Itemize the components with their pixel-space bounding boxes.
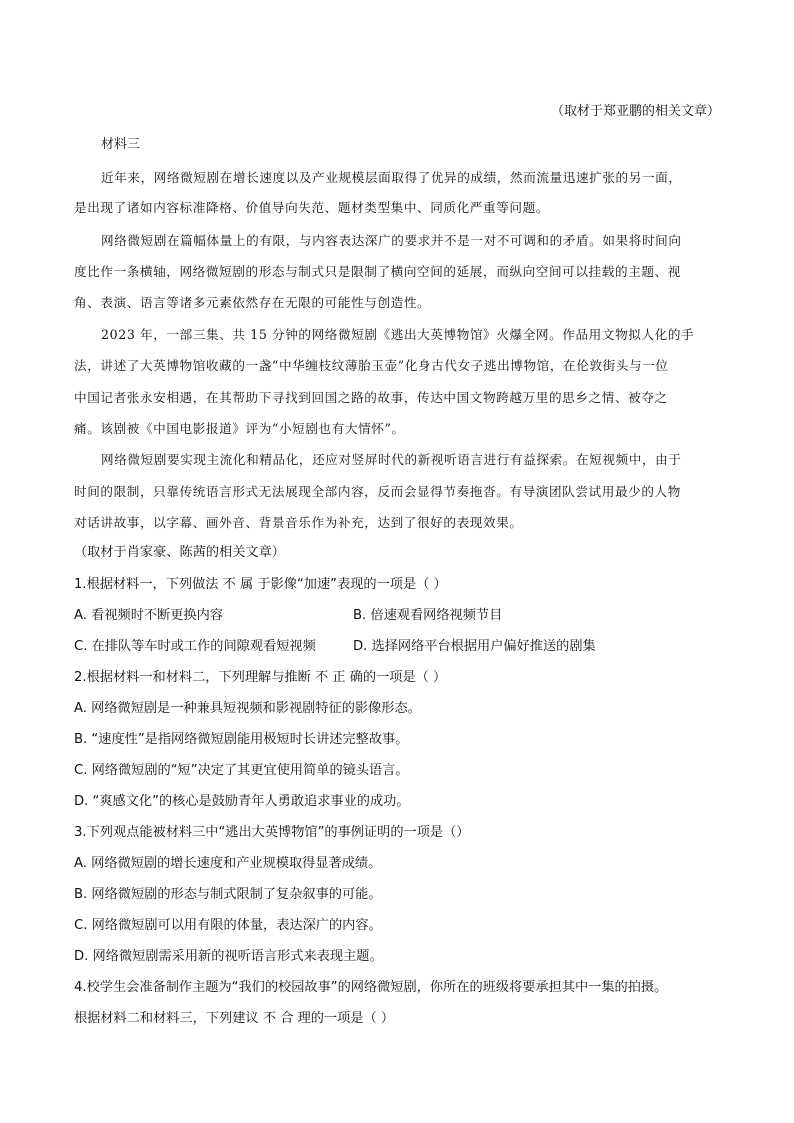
option-b: B. “速度性”是指网络微短剧能用极短时长讲述完整故事。	[74, 732, 409, 747]
paragraph-line: 度比作一条横轴，网络微短剧的形态与制式只是限制了横向空间的延展，而纵向空间可以挂载的主题、视	[74, 264, 681, 279]
paragraph-line: 法，讲述了大英博物馆收藏的一盏“中华缠枝纹薄胎玉壶”化身古代女子逃出博物馆，在伦敦街头与一位	[74, 358, 669, 373]
source-note-material3: （取材于肖家豪、陈茜的相关文章）	[74, 545, 285, 560]
source-note-top: （取材于郑亚鹏的相关文章）	[550, 104, 720, 119]
paragraph-line: 2023 年，一部三集、共 15 分钟的网络微短剧《逃出大英博物馆》火爆全网。作品用文物拟人化的手	[101, 327, 695, 342]
option-d: D. “爽感文化”的核心是鼓励青年人勇敢追求事业的成功。	[74, 794, 410, 809]
question-stem: 3.下列观点能被材料三中“逃出大英博物馆”的事例证明的一项是（）	[74, 825, 470, 840]
option-c: C. 网络微短剧可以用有限的体量，表达深广的内容。	[74, 918, 382, 933]
paragraph-line: 近年来，网络微短剧在增长速度以及产业规模层面取得了优异的成绩，然而流量迅速扩张的另一面，	[101, 170, 682, 185]
paragraph-line: 是出现了诸如内容标准降格、价值导向失范、题材类型集中、同质化严重等问题。	[74, 200, 549, 215]
paragraph-line: 时间的限制，只靠传统语言形式无法展现全部内容，反而会显得节奏拖沓。有导演团队尝试用最少的人物	[74, 484, 681, 499]
question-stem: 1.根据材料一，下列做法 不 属 于影像“加速”表现的一项是（ ）	[74, 577, 447, 592]
paragraph-line: 中国记者张永安相遇，在其帮助下寻找到回国之路的故事，传达中国文物跨越万里的思乡之情、被夺之	[74, 390, 668, 405]
option-c: C. 网络微短剧的“短”决定了其更宜使用简单的镜头语言。	[74, 763, 409, 778]
question-stem-continued: 根据材料二和材料三，下列建议 不 合 理的一项是（ ）	[74, 1011, 395, 1026]
paragraph-line: 网络微短剧在篇幅体量上的有限，与内容表达深广的要求并不是一对不可调和的矛盾。如果将时间向	[101, 233, 682, 248]
option-d: D. 网络微短剧需采用新的视听语言形式来表现主题。	[74, 949, 383, 964]
option-d: D. 选择网络平台根据用户偏好推送的剧集	[353, 639, 596, 654]
option-b: B. 网络微短剧的形态与制式限制了复杂叙事的可能。	[74, 887, 382, 902]
paragraph-line: 对话讲故事，以字幕、画外音、背景音乐作为补充，达到了很好的表现效果。	[74, 515, 523, 530]
option-b: B. 倍速观看网络视频节目	[353, 608, 503, 623]
paragraph-line: 角、表演、语言等诸多元素依然存在无限的可能性与创造性。	[74, 295, 431, 310]
option-a: A. 网络微短剧的增长速度和产业规模取得显著成绩。	[74, 856, 382, 871]
material3-heading: 材料三	[101, 137, 141, 152]
paragraph-line: 痛。该剧被《中国电影报道》评为“小短剧也有大情怀”。	[74, 421, 405, 436]
paragraph-line: 网络微短剧要实现主流化和精品化，还应对竖屏时代的新视听语言进行有益探索。在短视频中，由于	[101, 452, 682, 467]
question-stem: 4.校学生会准备制作主题为“我们的校园故事”的网络微短剧，你所在的班级将要承担其中一集的拍摄。	[74, 980, 668, 995]
option-c: C. 在排队等车时或工作的间隙观看短视频	[74, 639, 316, 654]
question-stem: 2.根据材料一和材料二，下列理解与推断 不 正 确的一项是（ ）	[74, 670, 447, 685]
option-a: A. 网络微短剧是一种兼具短视频和影视剧特征的影像形态。	[74, 701, 421, 716]
option-a: A. 看视频时不断更换内容	[74, 608, 224, 623]
